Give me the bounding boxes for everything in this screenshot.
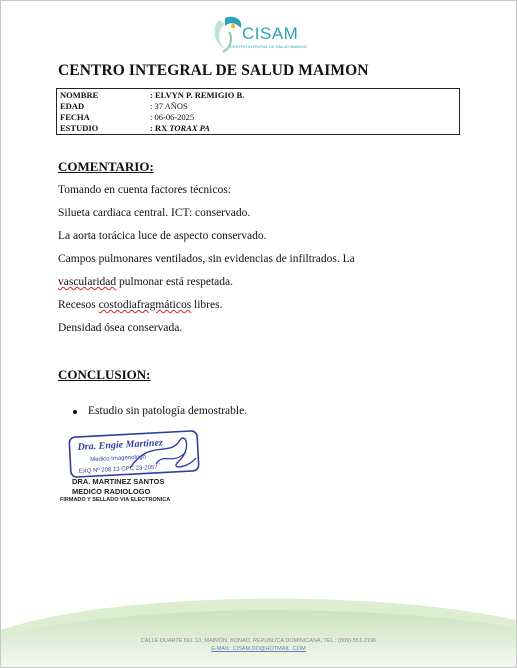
stamp-name: Dra. Engie Martinez (77, 437, 164, 453)
comentario-line-1: Tomando en cuenta factores técnicos: (58, 184, 231, 196)
comentario-line-3: La aorta torácica luce de aspecto conservado. (58, 230, 267, 242)
stamp-role: Medico Imagenologo (90, 454, 147, 464)
doctor-role: MEDICO RADIOLOGO (72, 487, 151, 496)
vascularidad-word: vascularidad (58, 276, 117, 288)
comentario-line-6 (58, 299, 222, 311)
line6-start: Recesos (58, 299, 99, 311)
nombre-label: NOMBRE (60, 90, 99, 100)
stamp-reg: EXQ Nº 208 13 CPC 23-2057 (78, 464, 158, 475)
fecha-value: : 06-06-2025 (150, 112, 195, 122)
conclusion-item: Estudio sin patología demostrable. (88, 405, 248, 417)
footer-wave (1, 590, 516, 667)
fecha-label: FECHA (60, 112, 90, 122)
estudio-name: TORAX PA (169, 123, 210, 133)
line6-end: libres. (191, 299, 223, 311)
logo-wordmark: CISAM (242, 24, 299, 43)
nombre-value: : ELVYN P. REMIGIO B. (150, 90, 245, 100)
logo-subtitle: CENTRO INTEGRAL DE SALUD MAIMON (230, 44, 307, 49)
patient-info-box (56, 88, 460, 135)
edad-label: EDAD (60, 101, 85, 111)
doctor-name: DRA. MARTINEZ SANTOS (72, 477, 165, 486)
comentario-line-7: Densidad ósea conservada. (58, 322, 183, 334)
bullet-icon (73, 410, 77, 414)
document-title: CENTRO INTEGRAL DE SALUD MAIMON (58, 62, 369, 79)
costodiafragmaticos-word: costodiafragmáticos (98, 299, 192, 311)
edad-value: : 37 AÑOS (150, 101, 188, 111)
signature-stamp (60, 428, 210, 484)
comentario-line-5 (58, 276, 233, 288)
conclusion-heading: CONCLUSION: (58, 367, 151, 382)
estudio-label: ESTUDIO (60, 123, 99, 133)
signed-note: FIRMADO Y SELLADO VIA ELECTRONICA (60, 497, 171, 503)
comentario-heading: COMENTARIO: (58, 159, 154, 174)
comentario-line-4: Campos pulmonares ventilados, sin evidencias de infiltrados. La (58, 253, 355, 265)
line5-rest: pulmonar está respetada. (116, 276, 233, 288)
footer-address: CALLE DUARTE NO. 13, MAIMÓN, BONAO, REPUBLICA DOMINICANA, TEL.: (809)-551-2196 (140, 638, 377, 644)
estudio-prefix: : RX (150, 123, 170, 133)
footer-email[interactable]: E-MAIL: CISAM.DO@HOTMAIL .COM (211, 646, 306, 652)
comentario-line-2: Silueta cardiaca central. ICT: conservado. (58, 207, 251, 219)
estudio-value (150, 123, 210, 134)
